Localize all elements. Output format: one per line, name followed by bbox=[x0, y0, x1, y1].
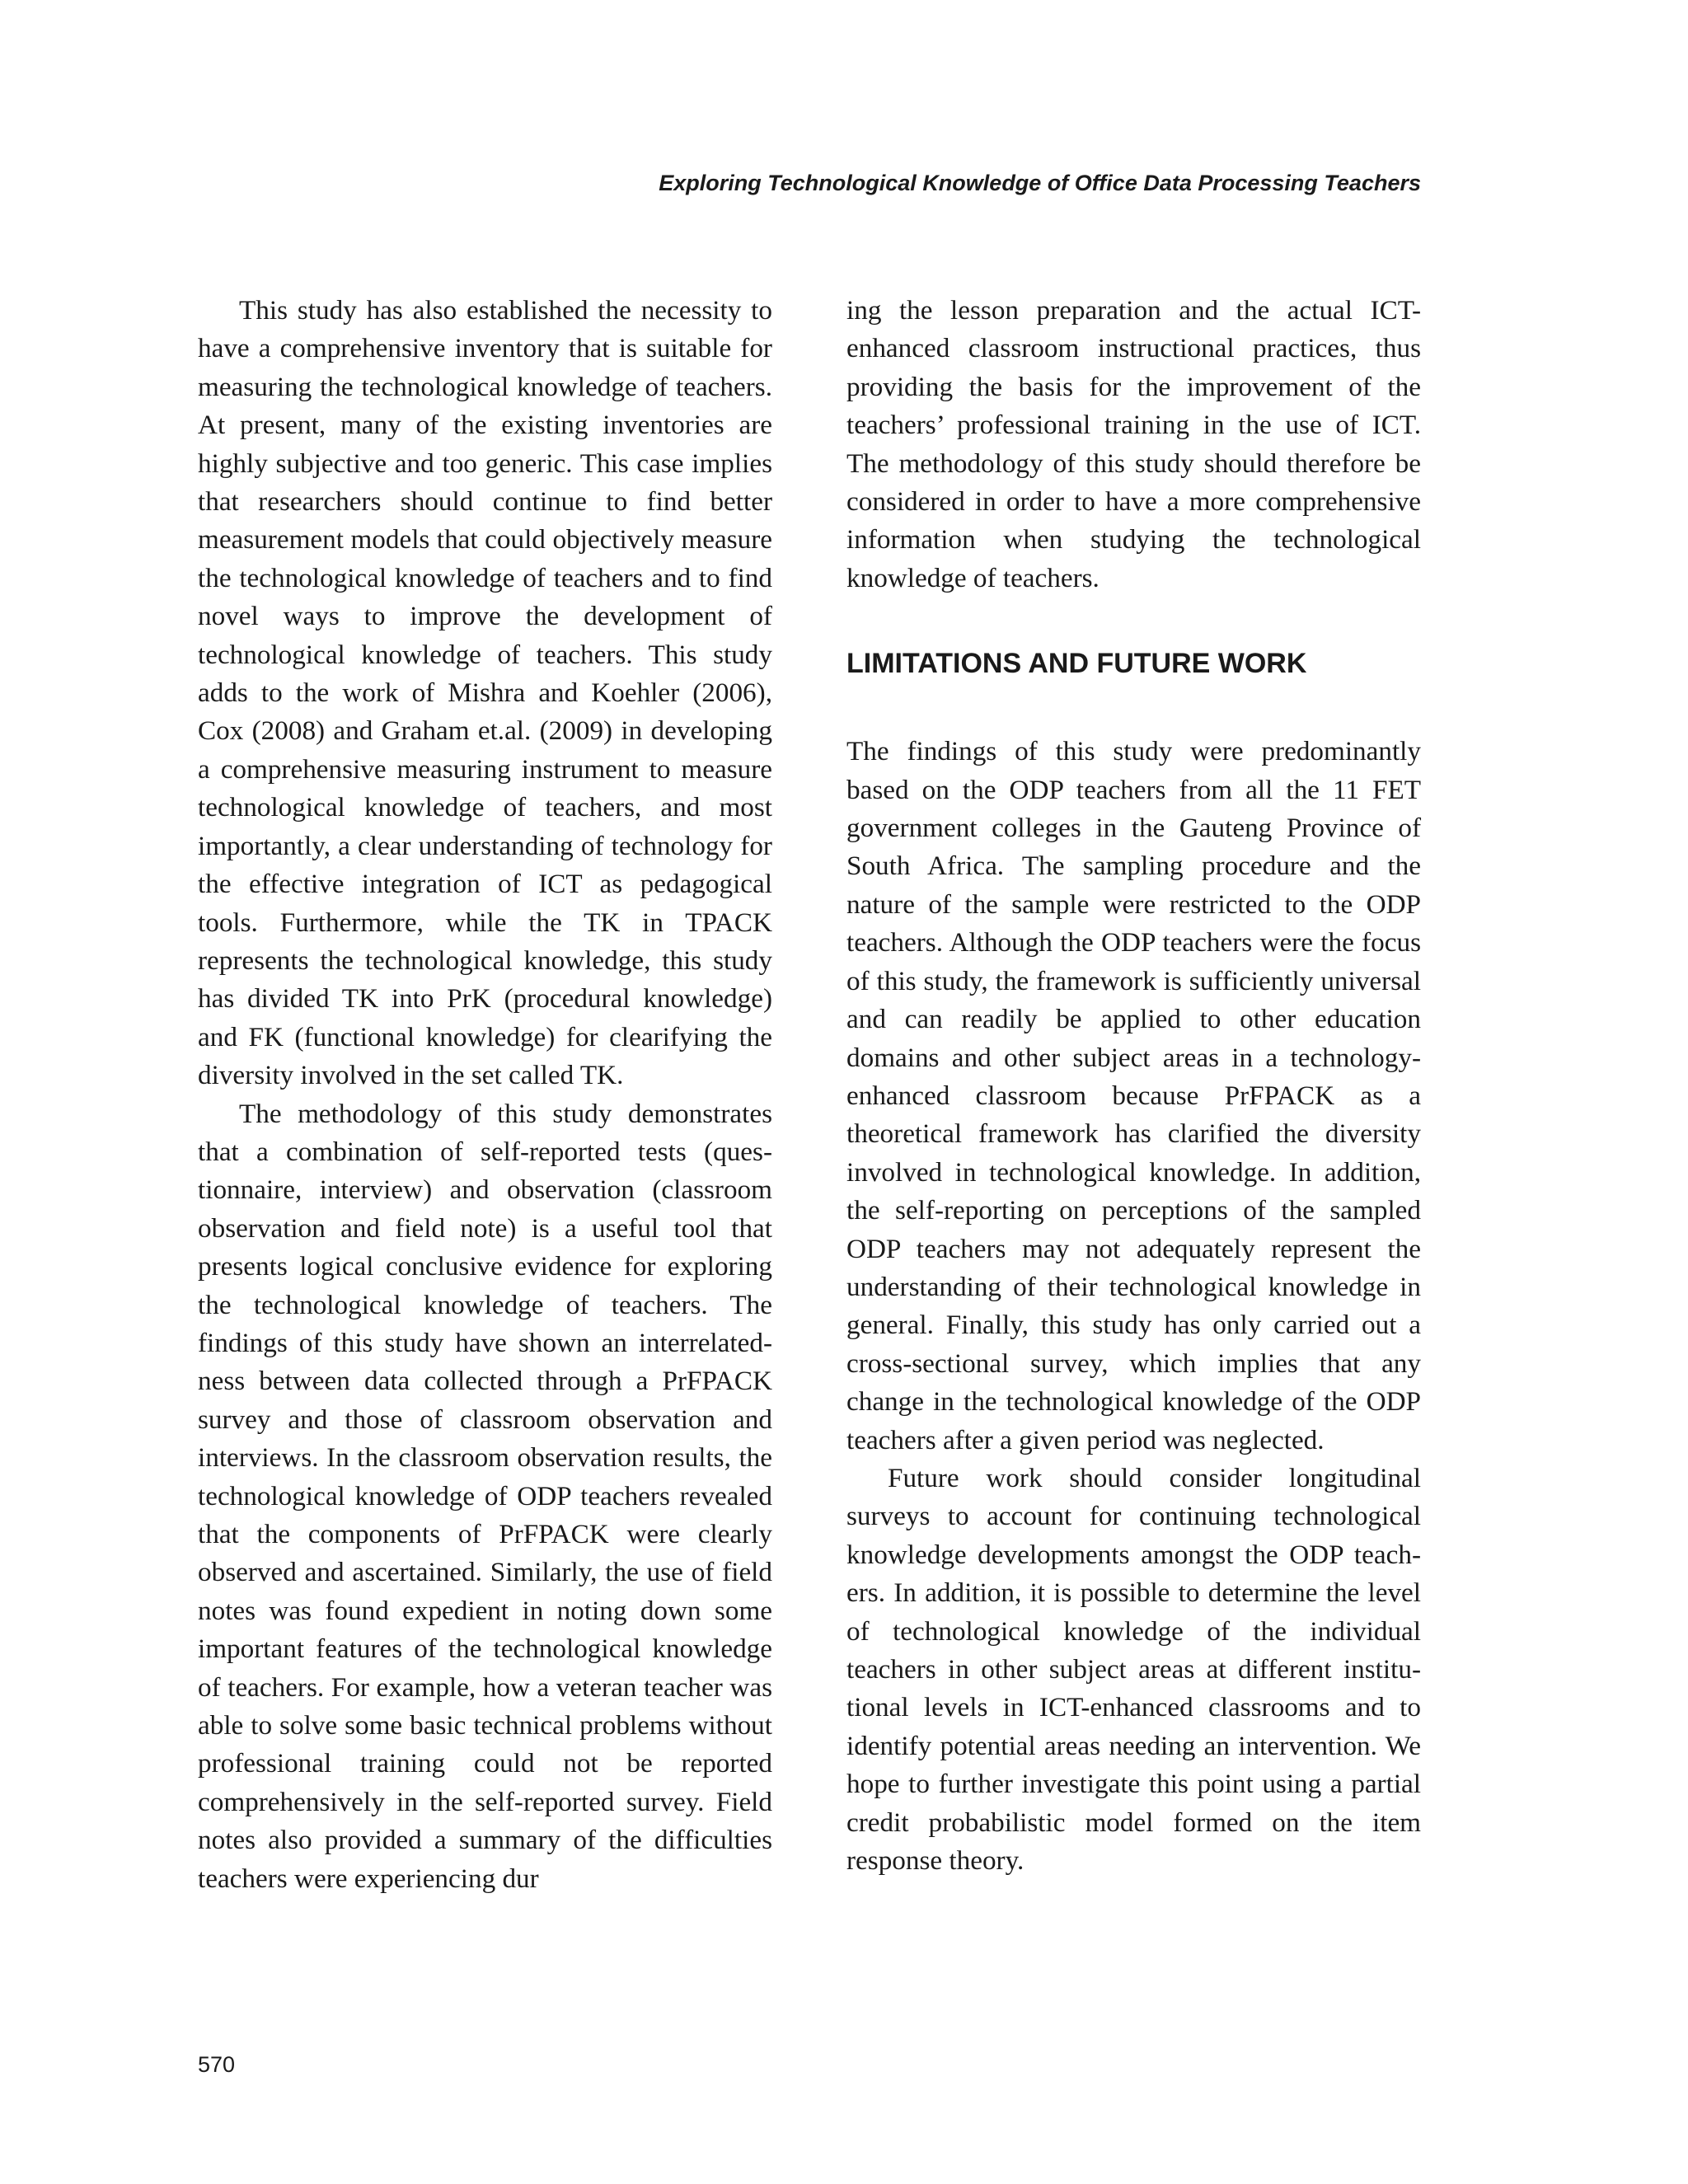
body-paragraph: The methodology of this study demonstrates that a combination of self-reported tests (questionnaire, interview) and observation (classroom observation and field note) is a useful tool that presents logical conclusive evidence for exploring the technological knowledge of teachers. The findings of this study have shown an interrelatedness between data collected through a PrFPACK survey and those of classroom observation and interviews. In the classroom observation results, the technological knowledge of ODP teachers revealed that the components of PrFPACK were clearly observed and ascertained. Similarly, the use of field notes was found expedient in noting down some important features of the technological knowledge of teachers. For example, how a veteran teacher was able to solve some basic technical problems without professional training could not be reported comprehensively in the self-reported survey. Field notes also provided a summary of the difficulties teachers were experiencing dur bbox=[198, 1098, 772, 1894]
right-column bbox=[846, 292, 1421, 1880]
page-number: 570 bbox=[198, 2052, 236, 2077]
body-paragraph: The findings of this study were predominantly based on the ODP teachers from all the 11 FET government colleges in the Gauteng Province of South Africa. The sampling procedure and the nature of the sample were restricted to the ODP teachers. Although the ODP teachers were the focus of this study, the framework is sufficiently universal and can readily be applied to other education domains and other subject areas in a technology-enhanced classroom because PrFPACK as a theoretical framework has clarified the diversity involved in technological knowledge. In addition, the self-reporting on perceptions of the sampled ODP teachers may not adequately represent the understanding of their technological knowledge in general. Finally, this study has only carried out a cross-sectional survey, which implies that any change in the technological knowledge of the ODP teachers after a given period was neglected. bbox=[846, 736, 1421, 1455]
section-heading: LIMITATIONS AND FUTURE WORK bbox=[846, 648, 1307, 680]
body-paragraph-continued: ing the lesson preparation and the actual ICT-enhanced classroom instructional practices, thus providing the basis for the improvement of the teachers’ professional training in the use of ICT. The methodology of this study should therefore be considered in order to have a more comprehensive information when studying the technological knowledge of teachers. bbox=[846, 295, 1421, 593]
running-header: Exploring Technological Knowledge of Office Data Processing Teachers bbox=[659, 171, 1421, 195]
left-column bbox=[198, 292, 772, 1898]
body-paragraph: This study has also established the necessity to have a comprehensive inventory that is suitable for measuring the technological knowledge of teachers. At present, many of the existing inventories are highly subjective and too generic. This case implies that researchers should continue to find better measurement models that could objectively measure the technological knowledge of teachers and to find novel ways to improve the development of technological knowledge of teachers. This study adds to the work of Mishra and Koehler (2006), Cox (2008) and Graham et.al. (2009) in developing a comprehensive measuring instrument to measure technological knowledge of teachers, and most importantly, a clear understanding of technology for the effective integration of ICT as pedagogical tools. Furthermore, while the TK in TPACK represents the technological knowledge, this study has divided TK into PrK (procedural knowledge) and FK (functional knowledge) for clearifying the diversity involved in the set called TK. bbox=[198, 295, 772, 1091]
body-paragraph: Future work should consider longitudinal surveys to account for continuing technological knowledge developments amongst the ODP teachers. In addition, it is possible to determine the level of technological knowledge of the individual teachers in other subject areas at different institutional levels in ICT-enhanced classrooms and to identify potential areas needing an intervention. We hope to further investigate this point using a partial credit probabilistic model formed on the item response theory. bbox=[846, 1462, 1421, 1877]
